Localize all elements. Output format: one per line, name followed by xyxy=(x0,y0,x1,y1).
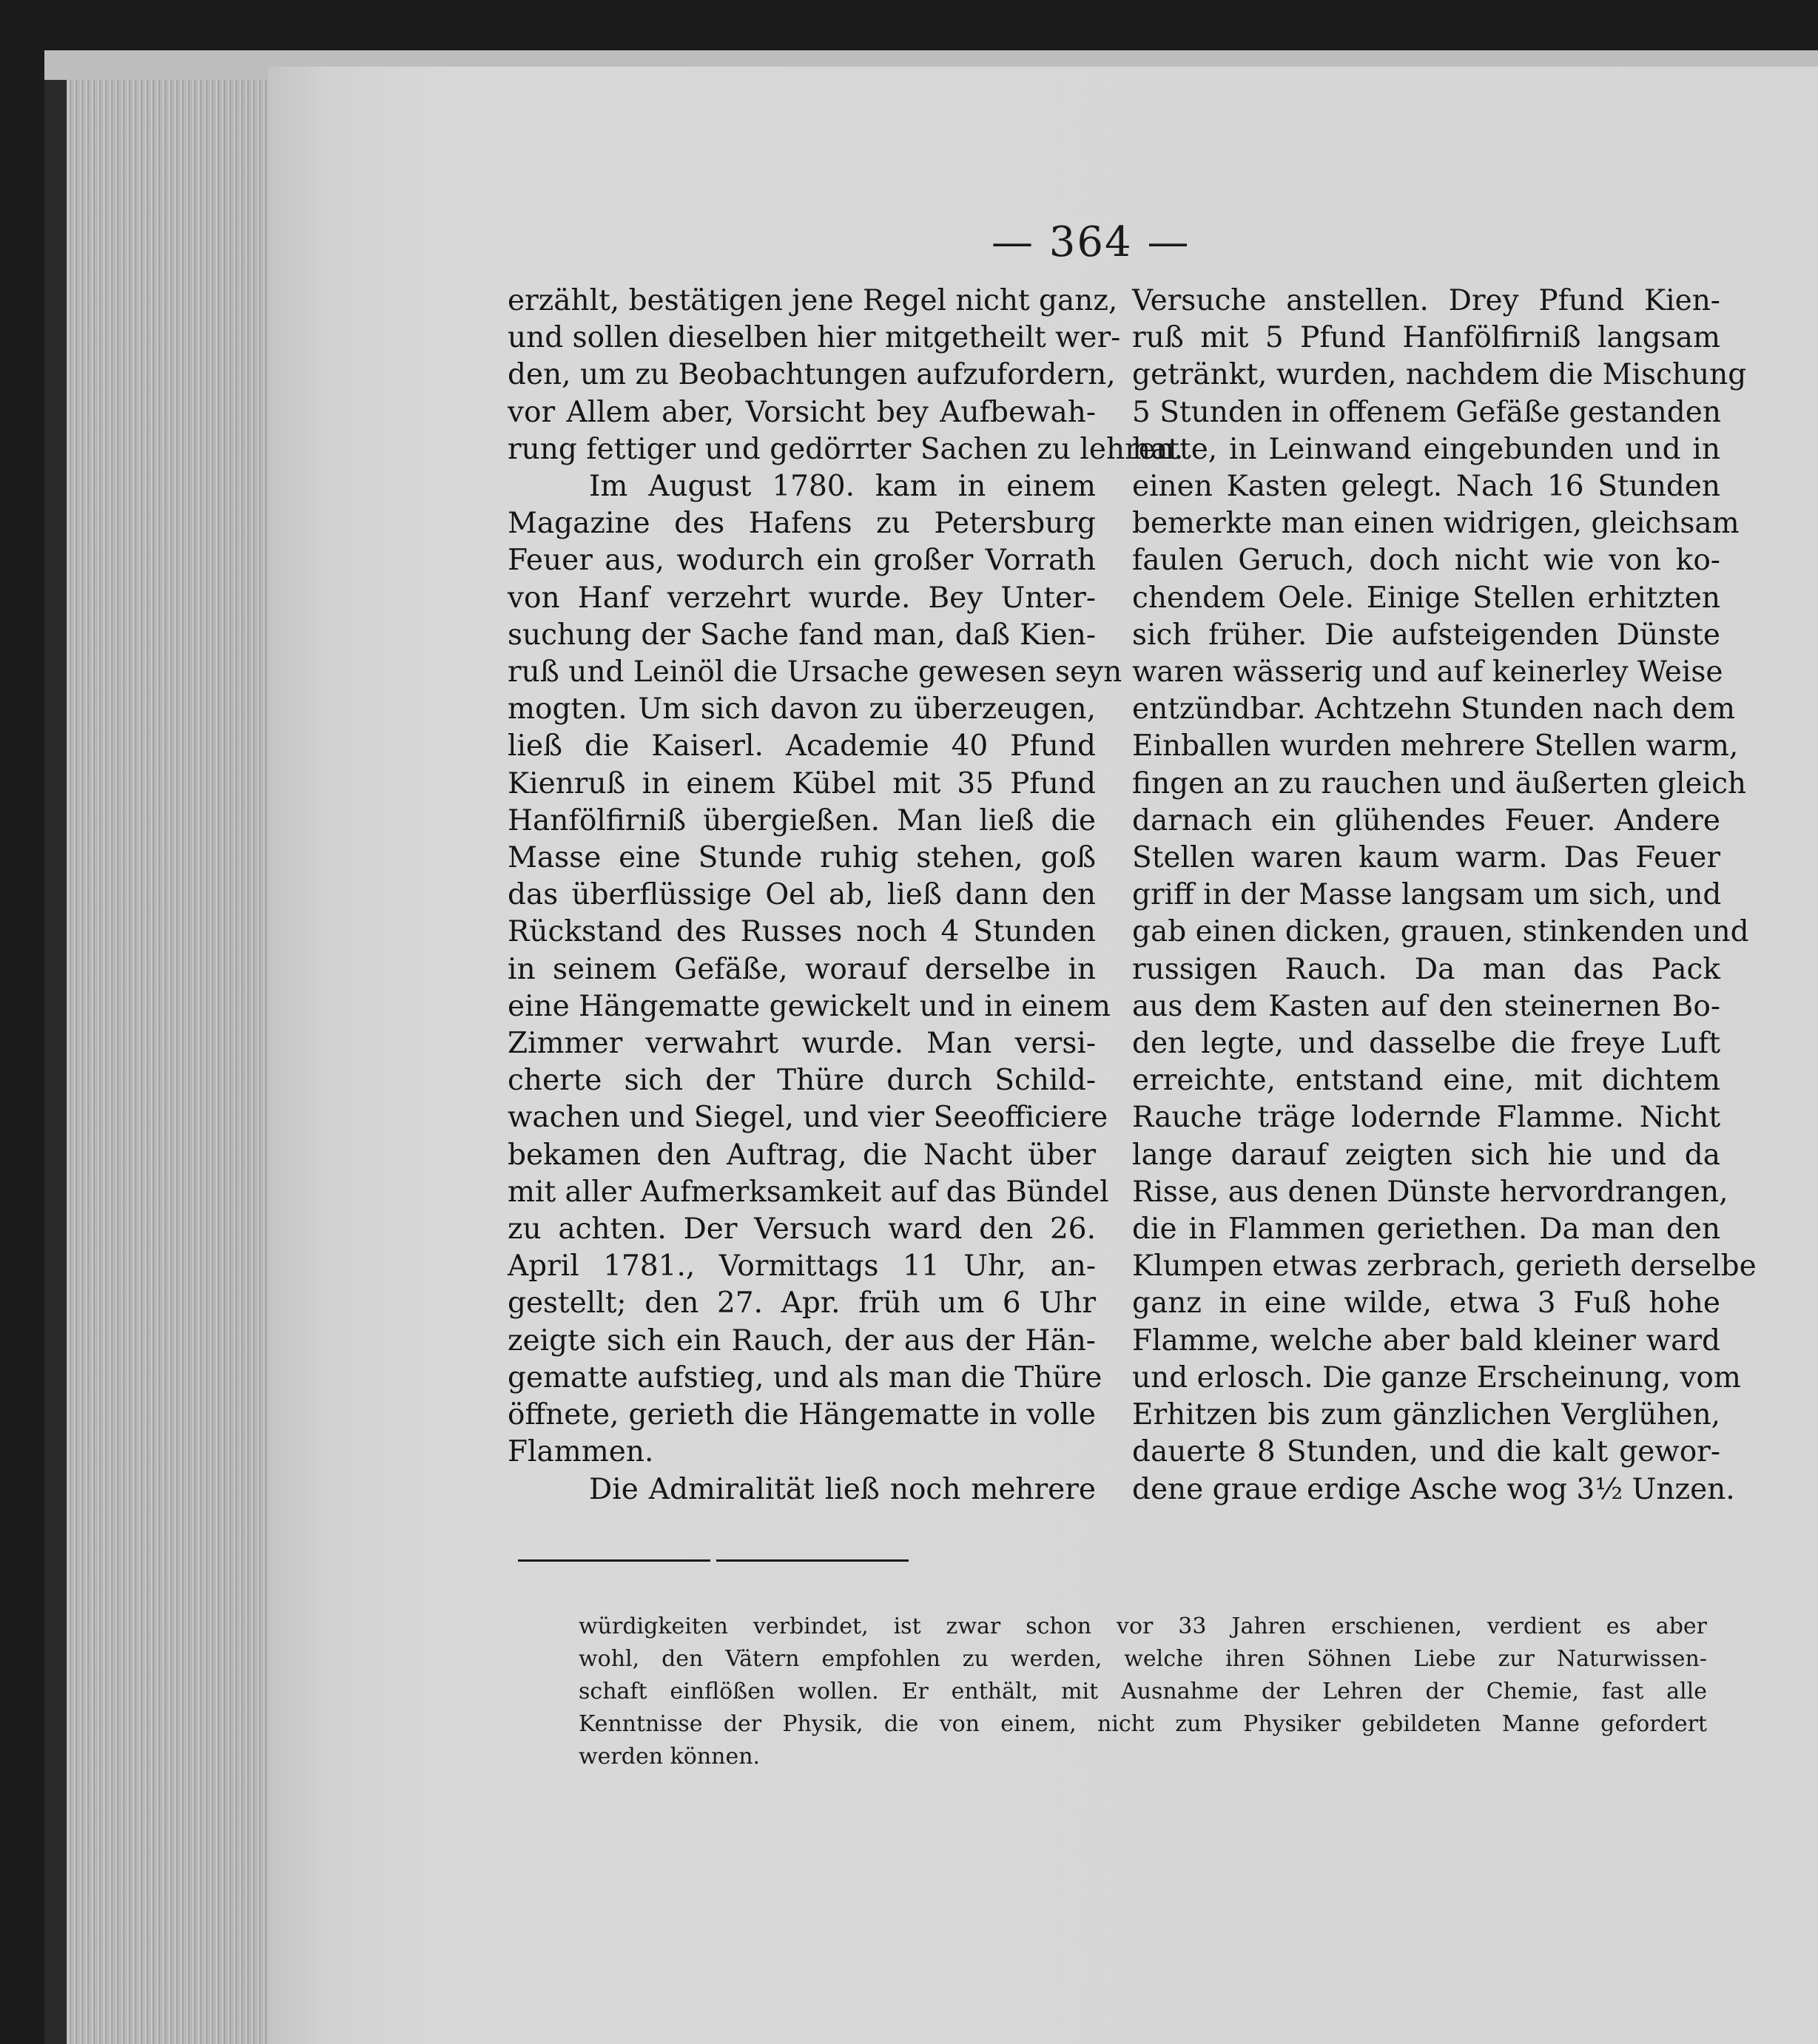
text-line: ruß und Leinöl die Ursache gewesen seyn xyxy=(508,655,1122,689)
text-line: den, um zu Beobachtungen aufzufordern, xyxy=(508,358,1116,392)
text-line: hatte, in Leinwand eingebunden und in xyxy=(1132,432,1720,466)
text-line: gestellt; den 27. Apr. früh um 6 Uhr xyxy=(508,1286,1096,1320)
text-line: Die Admiralität ließ noch mehrere xyxy=(589,1472,1096,1506)
text-line: Kienruß in einem Kübel mit 35 Pfund xyxy=(508,766,1096,800)
text-line: suchung der Sache fand man, daß Kien- xyxy=(508,618,1096,652)
text-line: Einballen wurden mehrere Stellen warm, xyxy=(1132,729,1739,763)
text-line: aus dem Kasten auf den steinernen Bo- xyxy=(1132,989,1720,1023)
text-line: den legte, und dasselbe die freye Luft xyxy=(1132,1027,1720,1061)
page-number: — 364 — xyxy=(992,218,1191,266)
text-line: ließ die Kaiserl. Academie 40 Pfund xyxy=(508,729,1096,763)
text-line: Rückstand des Russes noch 4 Stunden xyxy=(508,915,1096,949)
text-line: mit aller Aufmerksamkeit auf das Bündel xyxy=(508,1175,1109,1209)
text-line: bekamen den Auftrag, die Nacht über xyxy=(508,1138,1096,1172)
text-line: eine Hängematte gewickelt und in einem xyxy=(508,989,1111,1023)
text-line: dauerte 8 Stunden, und die kalt gewor- xyxy=(1132,1435,1720,1469)
text-line: gab einen dicken, grauen, stinkenden und xyxy=(1132,915,1749,949)
text-line: Erhitzen bis zum gänzlichen Verglühen, xyxy=(1132,1398,1720,1432)
text-line: zeigte sich ein Rauch, der aus der Hän- xyxy=(508,1323,1096,1357)
text-line: das überflüssige Oel ab, ließ dann den xyxy=(508,878,1096,912)
text-line: Magazine des Hafens zu Petersburg xyxy=(508,507,1096,541)
text-line: Stellen waren kaum warm. Das Feuer xyxy=(1132,841,1720,875)
text-line: die in Flammen geriethen. Da man den xyxy=(1132,1212,1720,1247)
text-line: wachen und Siegel, und vier Seeofficiere xyxy=(508,1101,1108,1135)
footnote-line: wohl, den Vätern empfohlen zu werden, welche ihren Söhnen Liebe zur Naturwissen- xyxy=(579,1646,1707,1672)
text-line: lange darauf zeigten sich hie und da xyxy=(1132,1138,1720,1172)
text-line: vor Allem aber, Vorsicht bey Aufbewah- xyxy=(508,395,1096,429)
text-line: von Hanf verzehrt wurde. Bey Unter- xyxy=(508,581,1096,615)
text-line: gematte aufstieg, und als man die Thüre xyxy=(508,1360,1102,1394)
text-line: Versuche anstellen. Drey Pfund Kien- xyxy=(1132,284,1720,317)
text-line: Flammen. xyxy=(508,1435,654,1469)
text-line: faulen Geruch, doch nicht wie von ko- xyxy=(1132,544,1720,578)
footnote-line: Kenntnisse der Physik, die von einem, nicht zum Physiker gebildeten Manne gefordert xyxy=(579,1711,1707,1737)
text-line: Risse, aus denen Dünste hervordrangen, xyxy=(1132,1175,1728,1209)
text-line: rung fettiger und gedörrter Sachen zu lehren. xyxy=(508,432,1184,466)
text-line: in seinem Gefäße, worauf derselbe in xyxy=(508,952,1096,986)
footnote xyxy=(579,1610,1707,1773)
text-line: Zimmer verwahrt wurde. Man versi- xyxy=(508,1027,1096,1061)
text-line: mogten. Um sich davon zu überzeugen, xyxy=(508,692,1096,726)
text-line: entzündbar. Achtzehn Stunden nach dem xyxy=(1132,692,1735,726)
text-line: Im August 1780. kam in einem xyxy=(589,470,1096,504)
footnote-line: würdigkeiten verbindet, ist zwar schon vor 33 Jahren erschienen, verdient es aber xyxy=(579,1613,1707,1639)
text-line: Feuer aus, wodurch ein großer Vorrath xyxy=(508,544,1096,578)
text-line: erzählt, bestätigen jene Regel nicht ganz, xyxy=(508,284,1118,317)
footnote-line: schaft einflößen wollen. Er enthält, mit Ausnahme der Lehren der Chemie, fast alle xyxy=(579,1679,1707,1704)
text-line: dene graue erdige Asche wog 3½ Unzen. xyxy=(1132,1472,1735,1506)
text-line: und erlosch. Die ganze Erscheinung, vom xyxy=(1132,1360,1741,1394)
text-line: Hanfölfirniß übergießen. Man ließ die xyxy=(508,803,1096,837)
text-line: ganz in eine wilde, etwa 3 Fuß hohe xyxy=(1132,1286,1720,1320)
text-line: getränkt, wurden, nachdem die Mischung xyxy=(1132,358,1747,392)
text-line: Flamme, welche aber bald kleiner ward xyxy=(1132,1323,1720,1357)
text-line: cherte sich der Thüre durch Schild- xyxy=(508,1064,1096,1098)
text-line: russigen Rauch. Da man das Pack xyxy=(1132,952,1720,986)
text-line: waren wässerig und auf keinerley Weise xyxy=(1132,655,1723,689)
text-line: und sollen dieselben hier mitgetheilt wer- xyxy=(508,321,1121,355)
text-line: Klumpen etwas zerbrach, gerieth derselbe xyxy=(1132,1249,1757,1284)
text-line: Masse eine Stunde ruhig stehen, goß xyxy=(508,841,1096,875)
text-line: darnach ein glühendes Feuer. Andere xyxy=(1132,803,1720,837)
text-line: 5 Stunden in offenem Gefäße gestanden xyxy=(1132,395,1721,429)
page-edges xyxy=(67,80,290,2044)
footnote-rule xyxy=(716,1559,909,1562)
text-line: öffnete, gerieth die Hängematte in volle xyxy=(508,1398,1096,1432)
text-line: ruß mit 5 Pfund Hanfölfirniß langsam xyxy=(1132,321,1720,355)
text-line: griff in der Masse langsam um sich, und xyxy=(1132,878,1722,912)
text-line: sich früher. Die aufsteigenden Dünste xyxy=(1132,618,1720,652)
footnote-rule xyxy=(518,1559,710,1562)
text-line: erreichte, entstand eine, mit dichtem xyxy=(1132,1064,1720,1098)
right-column xyxy=(1132,283,1757,1508)
text-line: chendem Oele. Einige Stellen erhitzten xyxy=(1132,581,1720,615)
left-column xyxy=(508,283,1184,1508)
text-line: April 1781., Vormittags 11 Uhr, an- xyxy=(508,1249,1096,1284)
text-line: fingen an zu rauchen und äußerten gleich xyxy=(1132,766,1747,800)
text-line: Rauche träge lodernde Flamme. Nicht xyxy=(1132,1101,1720,1135)
text-line: einen Kasten gelegt. Nach 16 Stunden xyxy=(1132,470,1720,504)
text-line: bemerkte man einen widrigen, gleichsam xyxy=(1132,507,1740,541)
footnote-line: werden können. xyxy=(579,1744,761,1770)
text-line: zu achten. Der Versuch ward den 26. xyxy=(508,1212,1096,1247)
